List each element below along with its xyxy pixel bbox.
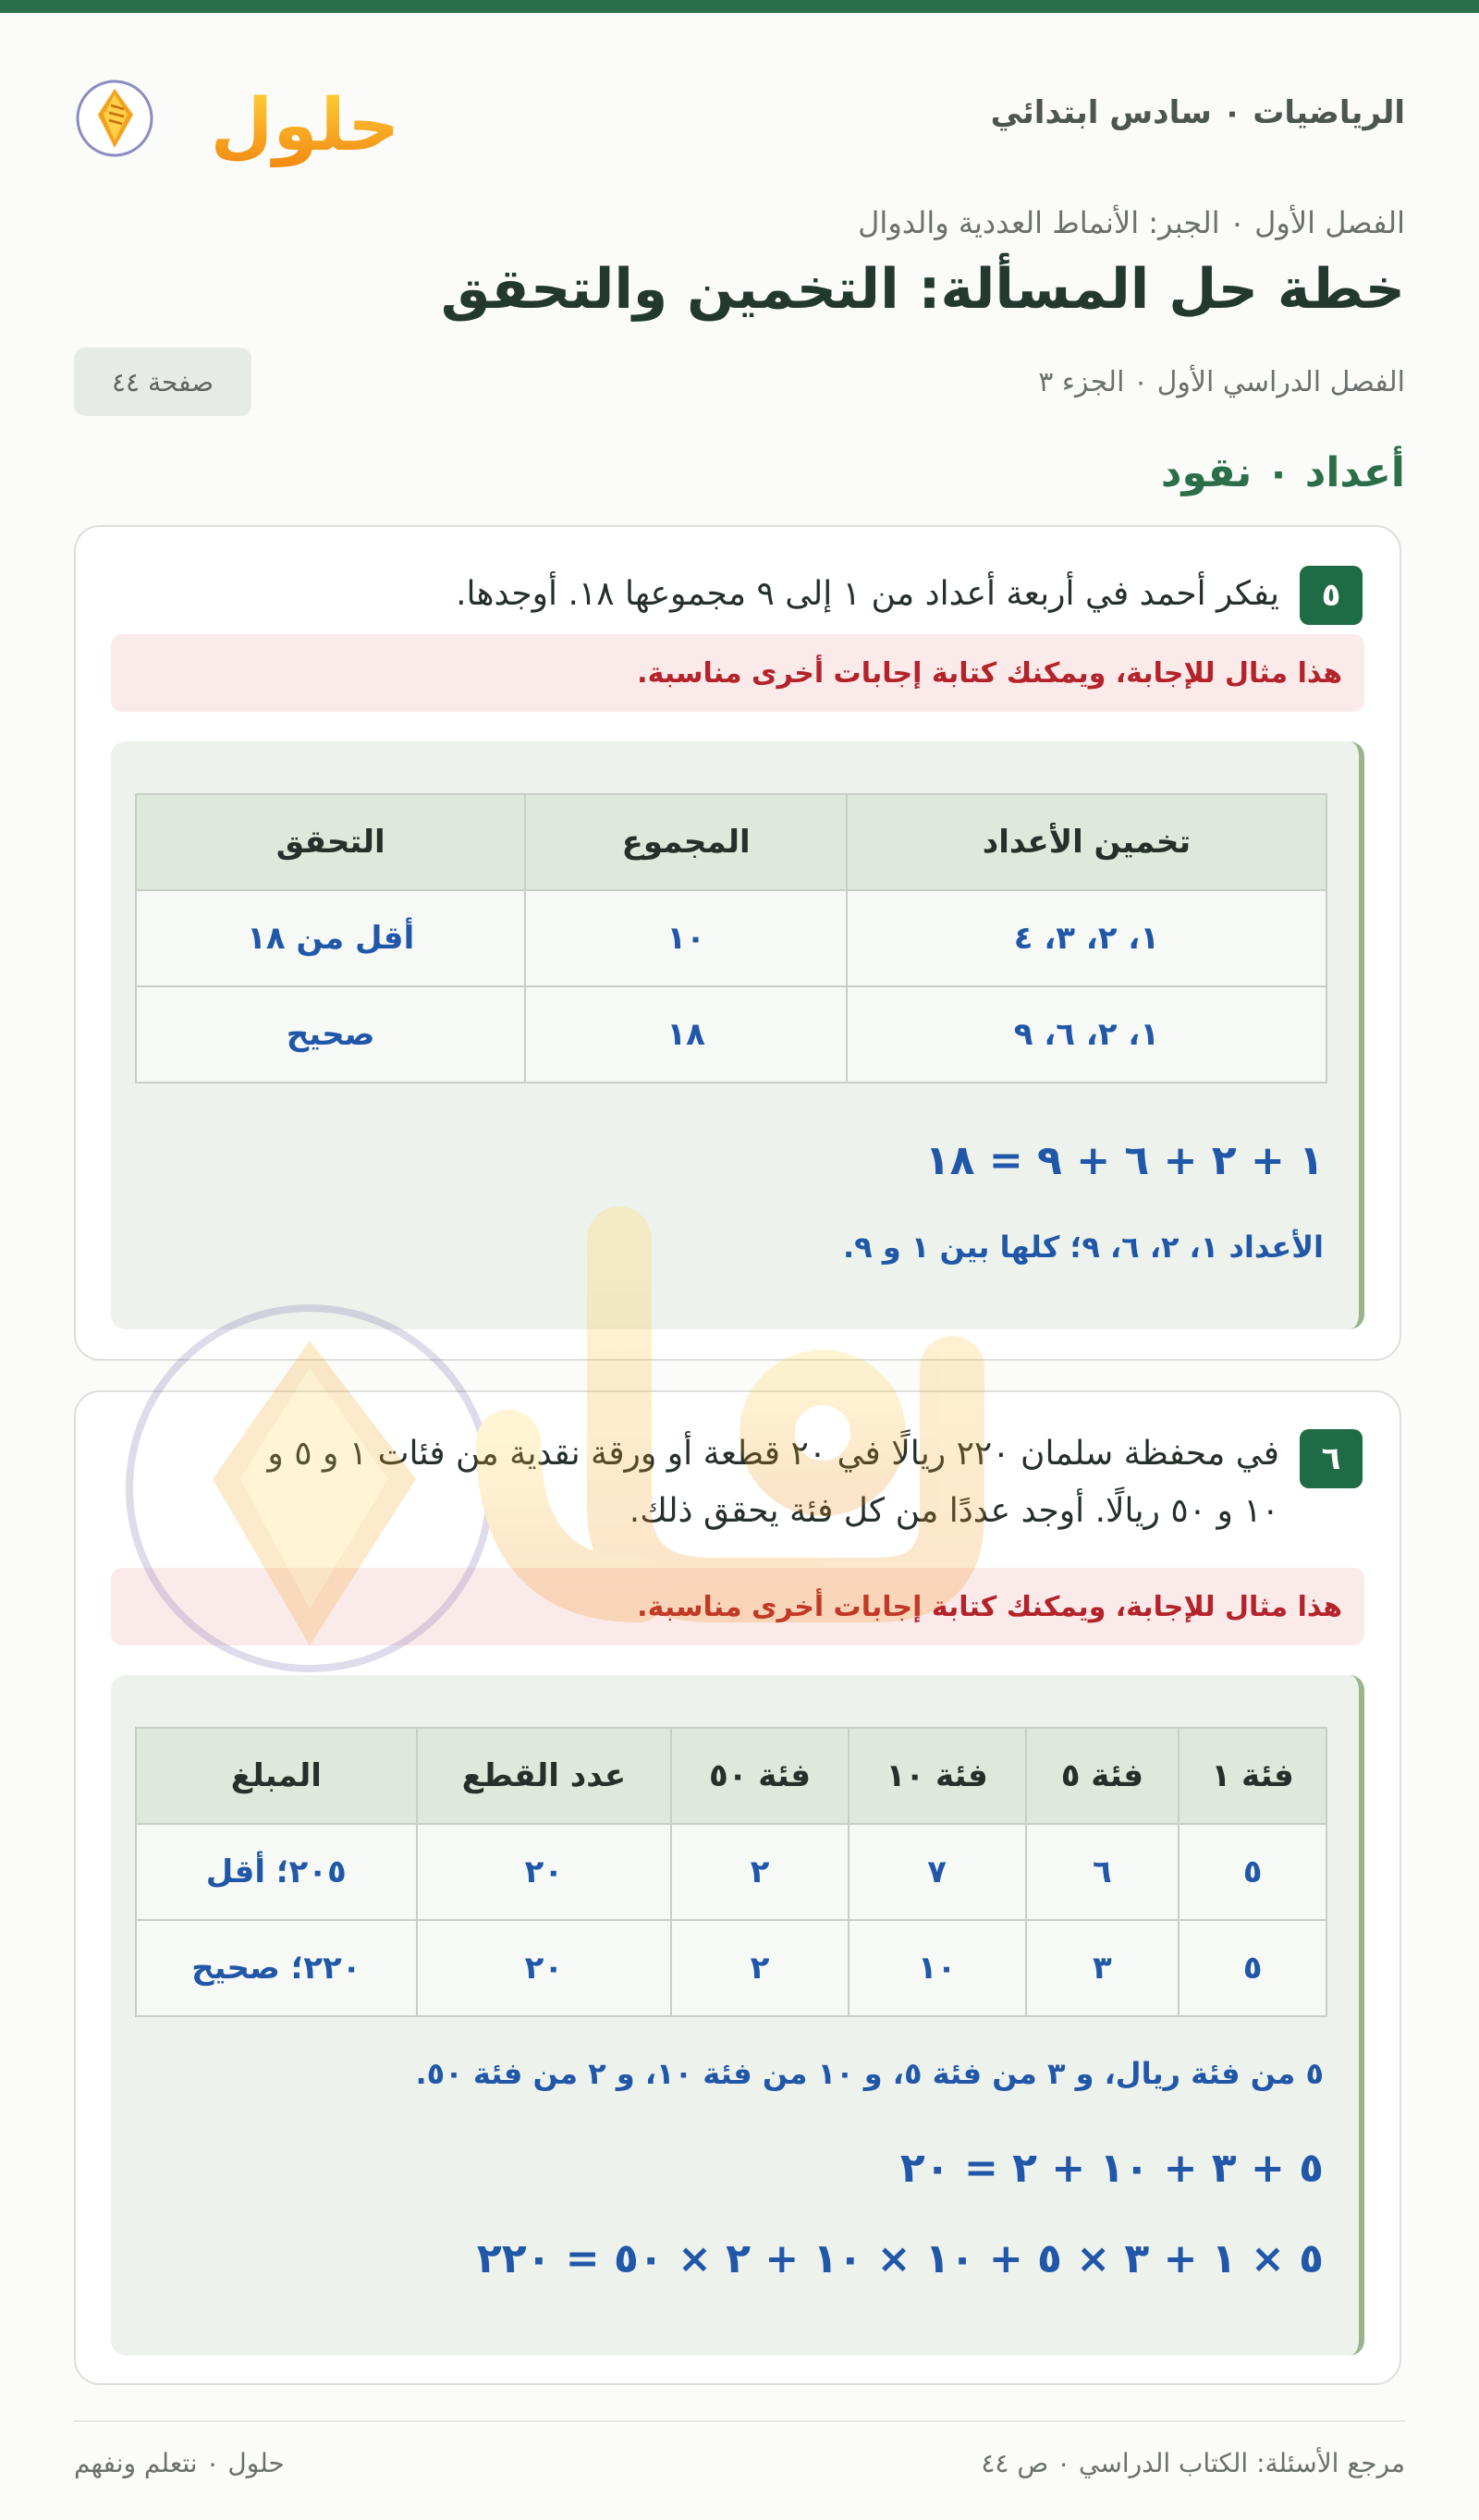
table-cell: ٢٢٠؛ صحيح [136,1920,417,2016]
guess-check-table [135,1727,1327,2017]
question-text [111,1425,1279,1540]
table-cell: أقل من ١٨ [136,890,525,986]
table-cell: ١٨ [525,986,847,1083]
equation: ٥ × ١ + ٣ × ٥ + ١٠ × ١٠ + ٢ × ٥٠ = ٢٢٠ [476,2235,1324,2282]
table-cell: ٢ [671,1920,849,2016]
answer-note: هذا مثال للإجابة، ويمكنك كتابة إجابات أخرى مناسبة. [111,1568,1364,1645]
equation: ١ + ٢ + ٦ + ٩ = ١٨ [924,1137,1324,1184]
question-card-6 [74,1390,1401,2385]
answer-note: هذا مثال للإجابة، ويمكنك كتابة إجابات أخرى مناسبة. [111,634,1364,712]
table-header-row [136,1728,1326,1824]
answer-panel [111,741,1364,1329]
table-row [136,1824,1326,1920]
question-text-line: في محفظة سلمان ٢٢٠ ريالًا في ٢٠ قطعة أو ورقة نقدية من فئات ١ و ٥ و [267,1435,1279,1473]
table-cell: ٢٠٥؛ أقل [136,1824,417,1920]
footer-brand: حلول ٠ نتعلم ونفهم [74,2448,285,2478]
table-cell: ٢ [671,1824,849,1920]
conclusion-text: الأعداد ١، ٢، ٦، ٩؛ كلها بين ١ و ٩. [843,1229,1324,1265]
chapter-breadcrumb: الفصل الأول ٠ الجبر: الأنماط العددية والدوال [858,205,1405,240]
table-cell: ٥ [1179,1920,1326,2016]
page-header [74,57,1405,168]
table-cell: ١، ٢، ٦، ٩ [847,986,1326,1083]
table-cell: ٢٠ [417,1920,672,2016]
table-cell: ٦ [1026,1824,1180,1920]
question-card-5 [74,525,1401,1361]
section-title: أعداد ٠ نقود [1160,449,1405,496]
table-header-cell: فئة ٥ [1026,1728,1180,1824]
table-cell: ٥ [1179,1824,1326,1920]
table-cell: ٧ [849,1824,1026,1920]
svg-text:حلول: حلول [210,84,400,167]
table-header-cell: تخمين الأعداد [847,794,1326,890]
question-number-badge: ٦ [1300,1429,1363,1488]
subject-label: الرياضيات ٠ سادس ابتدائي [990,94,1405,131]
equation: ٥ + ٣ + ١٠ + ٢ = ٢٠ [899,2145,1324,2192]
question-number-badge: ٥ [1300,566,1363,625]
conclusion-text: ٥ من فئة ريال، و ٣ من فئة ٥، و ١٠ من فئة ١٠، و ٢ من فئة ٥٠. [415,2056,1324,2091]
table-cell: ٢٠ [417,1824,672,1920]
top-accent-bar [0,0,1479,13]
table-row [136,986,1326,1083]
table-header-cell: فئة ١ [1179,1728,1326,1824]
table-header-cell: المجموع [525,794,847,890]
table-header-cell: فئة ٥٠ [671,1728,849,1824]
table-row [136,1920,1326,2016]
footer-reference: مرجع الأسئلة: الكتاب الدراسي ٠ ص ٤٤ [981,2448,1405,2478]
question-text: يفكر أحمد في أربعة أعداد من ١ إلى ٩ مجموعها ١٨. أوجدها. [456,575,1279,613]
term-label: الفصل الدراسي الأول ٠ الجزء ٣ [1038,366,1405,398]
table-header-cell: عدد القطع [417,1728,672,1824]
answer-panel [111,1675,1364,2355]
table-header-cell: فئة ١٠ [849,1728,1026,1824]
question-text-line: ١٠ و ٥٠ ريالًا. أوجد عددًا من كل فئة يحقق ذلك. [629,1492,1279,1530]
table-header-cell: المبلغ [136,1728,417,1824]
guess-check-table [135,793,1327,1083]
brand-logo[interactable] [74,57,400,168]
table-header-cell: التحقق [136,794,525,890]
table-header-row [136,794,1326,890]
table-cell: ٣ [1026,1920,1180,2016]
table-cell: ١٠ [525,890,847,986]
page-title: خطة حل المسألة: التخمين والتحقق [440,257,1405,322]
footer-divider [74,2420,1405,2422]
table-row [136,890,1326,986]
logo-icon [74,57,400,168]
table-cell: ١٠ [849,1920,1026,2016]
page-number-badge: صفحة ٤٤ [74,348,251,416]
table-cell: ١، ٢، ٣، ٤ [847,890,1326,986]
table-cell: صحيح [136,986,525,1083]
